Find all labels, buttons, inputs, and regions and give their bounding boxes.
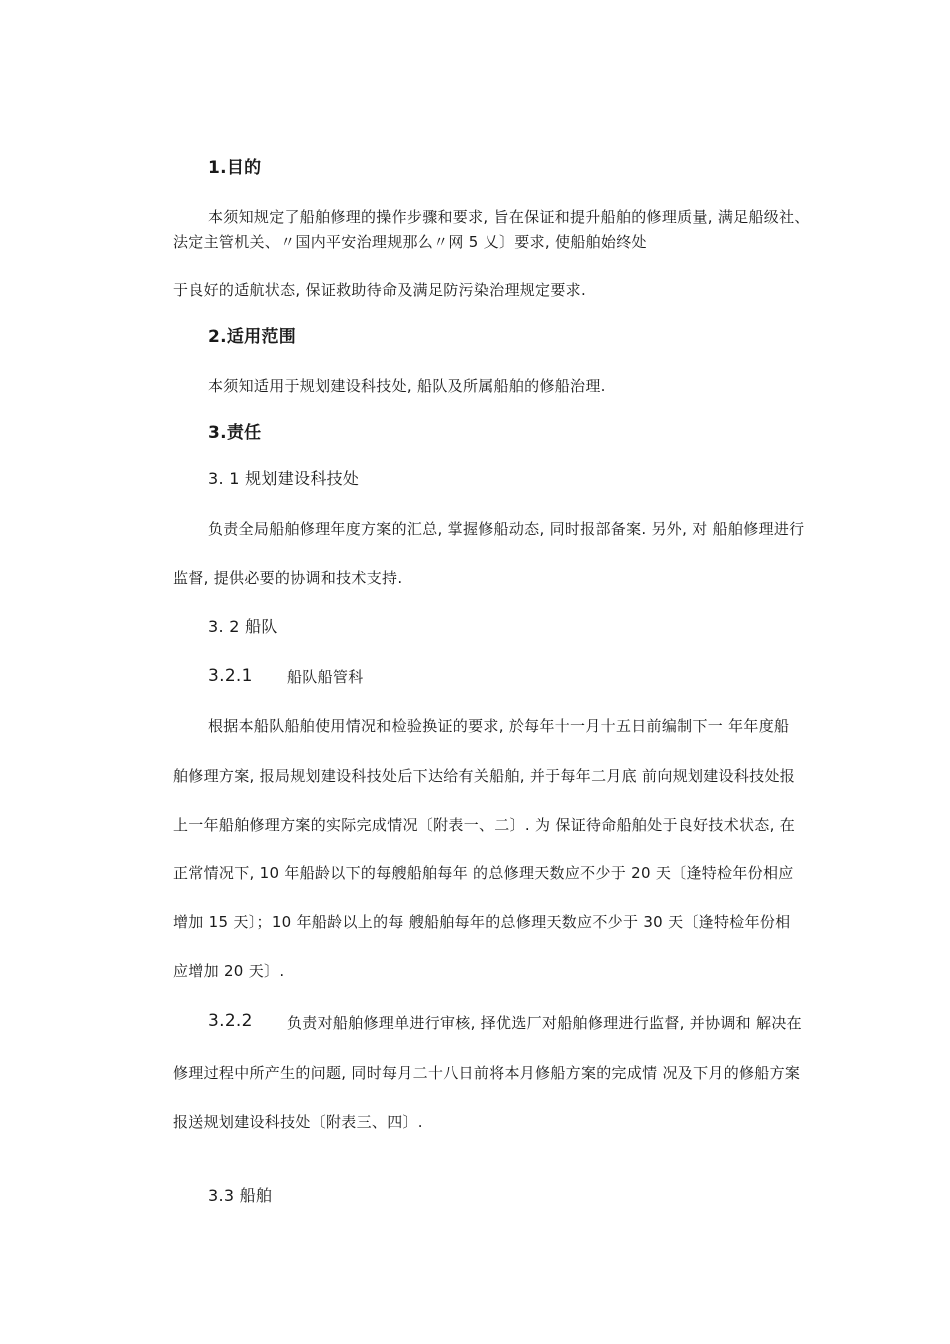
paragraph-line: 应增加 20 天〕. (173, 962, 285, 980)
subsection-3-2-2-number: 3.2.2 (208, 1011, 253, 1031)
paragraph-line: 本须知适用于规划建设科技处, 船队及所属船舶的修船治理. (208, 377, 606, 395)
paragraph-line: 报送规划建设科技处〔附表三、四〕. (173, 1113, 423, 1131)
paragraph-line: 修理过程中所产生的问题, 同时每月二十八日前将本月修船方案的完成情 况及下月的修船方案 (173, 1064, 801, 1082)
paragraph-line: 根据本船队船舶使用情况和检验换证的要求, 於每年十一月十五日前编制下一 年年度船 (208, 717, 790, 735)
paragraph-line: 负责全局船舶修理年度方案的汇总, 掌握修船动态, 同时报部备案. 另外, 对 船舶修理进行 (208, 520, 805, 538)
paragraph-line: 本须知规定了船舶修理的操作步骤和要求, 旨在保证和提升船舶的修理质量, 满足船级社、 (208, 208, 810, 226)
paragraph-line: 上一年船舶修理方案的实际完成情况〔附表一、二〕. 为 保证待命船舶处于良好技术状态, 在 (173, 816, 796, 834)
paragraph-line: 负责对船舶修理单进行审核, 择优选厂对船舶修理进行监督, 并协调和 解决在 (287, 1014, 802, 1032)
subsection-3-2-1-title: 船队船管科 (287, 668, 364, 686)
subsection-3-1-title: 3. 1 规划建设科技处 (208, 469, 360, 488)
paragraph-line: 正常情况下, 10 年船龄以下的每艘船舶每年 的总修理天数应不少于 20 天〔逢特检年份相应 (173, 864, 794, 882)
paragraph-line: 监督, 提供必要的协调和技术支持. (173, 569, 403, 587)
subsection-3-2-1-number: 3.2.1 (208, 666, 253, 686)
subsection-3-2-title: 3. 2 船队 (208, 617, 278, 636)
subsection-3-3-title: 3.3 船舶 (208, 1186, 273, 1205)
section-2-title: 2.适用范围 (208, 327, 297, 347)
section-3-title: 3.责任 (208, 423, 262, 443)
paragraph-line: 增加 15 天〕；10 年船龄以上的每 艘船舶每年的总修理天数应不少于 30 天〔逢特检年份相 (173, 913, 791, 931)
paragraph-line: 法定主管机关、〃国内平安治理规那么〃网 5 乂〕要求, 使船舶始终处 (173, 233, 647, 251)
section-1-title: 1.目的 (208, 158, 262, 178)
paragraph-line: 舶修理方案, 报局规划建设科技处后下达给有关船舶, 并于每年二月底 前向规划建设科技处报 (173, 767, 796, 785)
paragraph-line: 于良好的适航状态, 保证救助待命及满足防污染治理规定要求. (173, 281, 587, 299)
